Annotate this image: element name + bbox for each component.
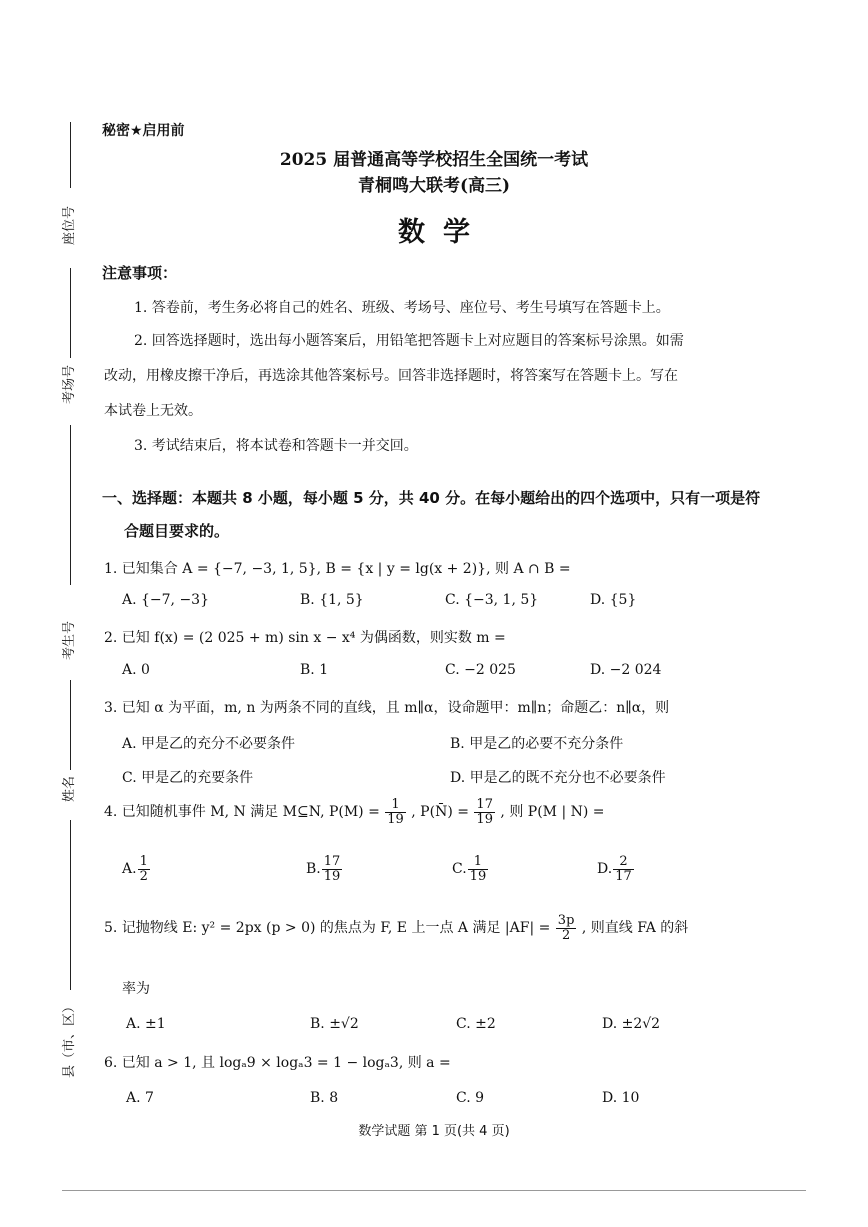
fraction	[322, 855, 343, 883]
question-2-option-a: A. 0	[122, 662, 150, 678]
fraction	[138, 855, 150, 883]
fraction-num: 17	[323, 854, 341, 869]
question-3-option-a: A. 甲是乙的充分不必要条件	[122, 736, 296, 752]
question-5-stem-pre: 5. 记抛物线 E: y² = 2px (p > 0) 的焦点为 F, E 上一点 A 满足 |AF| =	[104, 920, 551, 937]
fraction-num: 2	[613, 855, 634, 870]
subject-title: 数学	[398, 217, 488, 248]
question-1-option-c: C. {−3, 1, 5}	[445, 592, 539, 608]
question-4-option-d	[597, 855, 635, 883]
fraction	[474, 798, 495, 826]
binding-line-4	[70, 680, 71, 770]
question-5-stem-post: , 则直线 FA 的斜	[581, 920, 689, 937]
question-5-stem-cont: 率为	[122, 981, 150, 997]
question-6-option-d: D. 10	[602, 1090, 640, 1106]
binding-name-label: 姓名	[62, 775, 77, 802]
question-1-option-b: B. {1, 5}	[300, 592, 364, 608]
fraction-den: 19	[476, 811, 493, 827]
notice-heading: 注意事项：	[102, 264, 178, 282]
question-5-option-a: A. ±1	[126, 1016, 166, 1032]
exam-title: 2025 届普通高等学校招生全国统一考试	[279, 150, 589, 170]
bottom-rule	[62, 1190, 806, 1191]
binding-seat-label: 座位号	[62, 205, 77, 245]
section-heading: 一、选择题：本题共 8 小题，每小题 5 分，共 40 分。在每小题给出的四个选项中，只有一项是符	[102, 489, 761, 507]
question-1-option-d: D. {5}	[590, 592, 637, 608]
notice-item-2-line-3: 本试卷上无效。	[104, 403, 202, 419]
question-4-stem-mid: , P(N̄) =	[411, 804, 469, 821]
question-3-option-d: D. 甲是乙的既不充分也不必要条件	[450, 770, 666, 786]
question-4-option-c	[452, 855, 489, 883]
notice-item-3: 3. 考试结束后，将本试卷和答题卡一并交回。	[134, 438, 418, 454]
fraction-den: 2	[561, 927, 571, 943]
fraction-den: 2	[139, 868, 148, 884]
question-4-option-b	[306, 855, 343, 883]
question-6-option-a: A. 7	[126, 1090, 154, 1106]
question-4-option-a	[122, 855, 151, 883]
option-letter: C.	[452, 861, 467, 878]
question-3-stem: 3. 已知 α 为平面，m, n 为两条不同的直线，且 m∥α，设命题甲：m∥n；命题乙：n∥α，则	[104, 700, 670, 716]
question-2-option-c: C. −2 025	[445, 662, 516, 678]
page-footer: 数学试题 第 1 页(共 4 页)	[358, 1124, 510, 1139]
notice-item-2-line-1: 2. 回答选择题时，选出每小题答案后，用铅笔把答题卡上对应题目的答案标号涂黑。如需	[134, 333, 684, 349]
question-5-option-d: D. ±2√2	[602, 1016, 661, 1032]
question-2-stem: 2. 已知 f(x) = (2 025 + m) sin x − x⁴ 为偶函数，则实数 m =	[104, 630, 506, 646]
exam-subtitle: 青桐鸣大联考(高三)	[357, 176, 511, 196]
question-2-option-d: D. −2 024	[590, 662, 662, 678]
fraction-den: 19	[387, 811, 404, 827]
fraction-den: 19	[469, 868, 487, 884]
question-1-option-a: A. {−7, −3}	[122, 592, 210, 608]
option-letter: D.	[597, 861, 613, 878]
question-4-stem	[104, 798, 605, 826]
question-6-option-c: C. 9	[456, 1090, 485, 1106]
binding-examno-label: 考生号	[62, 620, 77, 660]
notice-item-2-line-2: 改动，用橡皮擦干净后，再选涂其他答案标号。回答非选择题时，将答案写在答题卡上。写在	[104, 368, 678, 384]
question-4-stem-post: , 则 P(M | N) =	[500, 804, 605, 821]
question-3-option-c: C. 甲是乙的充要条件	[122, 770, 254, 786]
question-6-stem: 6. 已知 a > 1, 且 logₐ9 × logₐ3 = 1 − logₐ3, 则 a =	[104, 1055, 451, 1071]
section-heading-cont: 合题目要求的。	[124, 522, 230, 540]
fraction	[385, 798, 406, 826]
binding-line-3	[70, 425, 71, 585]
fraction-num: 1	[385, 798, 406, 813]
question-3-option-b: B. 甲是乙的必要不充分条件	[450, 736, 624, 752]
notice-item-1: 1. 答卷前，考生务必将自己的姓名、班级、考场号、座位号、考生号填写在答题卡上。	[134, 300, 670, 316]
question-2-option-b: B. 1	[300, 662, 329, 678]
fraction	[556, 914, 577, 942]
binding-county-label: 县（市、区）	[62, 999, 77, 1078]
fraction	[613, 855, 634, 883]
fraction-num: 17	[476, 797, 493, 812]
question-5-option-b: B. ±√2	[310, 1016, 359, 1032]
fraction-den: 17	[615, 868, 632, 884]
question-1-stem: 1. 已知集合 A = {−7, −3, 1, 5}, B = {x | y = lg(x + 2)}, 则 A ∩ B =	[104, 561, 571, 577]
fraction-num: 1	[468, 855, 489, 870]
binding-room-label: 考场号	[62, 364, 77, 404]
binding-line-2	[70, 268, 71, 358]
fraction-num: 3p	[557, 913, 575, 928]
question-6-option-b: B. 8	[310, 1090, 339, 1106]
fraction-num: 1	[139, 854, 148, 869]
fraction	[468, 855, 489, 883]
fraction-den: 19	[323, 868, 341, 884]
question-4-stem-pre: 4. 已知随机事件 M, N 满足 M⊆N, P(M) =	[104, 804, 380, 821]
binding-line-5	[70, 820, 71, 990]
question-5-option-c: C. ±2	[456, 1016, 496, 1032]
option-letter: B.	[306, 861, 321, 878]
option-letter: A.	[122, 861, 137, 878]
confidential-mark: 秘密★启用前	[102, 123, 185, 139]
question-5-stem	[104, 914, 688, 942]
